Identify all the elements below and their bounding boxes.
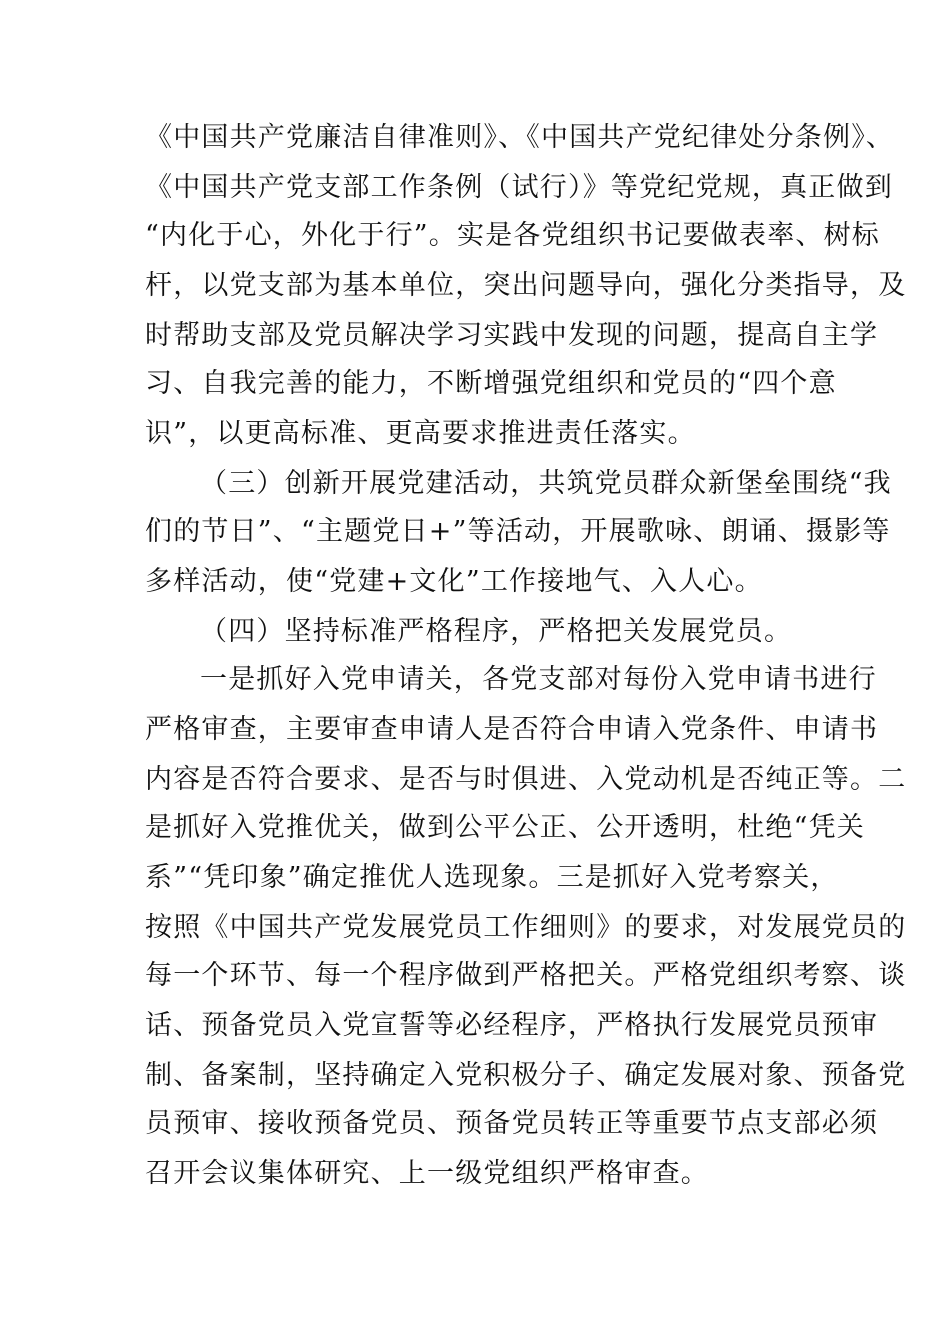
text-line: 多样活动，使“党建+文化”工作接地气、入人心。 bbox=[145, 566, 763, 597]
text-line: 话、预备党员入党宣誓等必经程序，严格执行发展党员预审 bbox=[145, 1010, 879, 1041]
text-line: 每一个环节、每一个程序做到严格把关。严格党组织考察、谈 bbox=[145, 960, 907, 991]
text-line: 内容是否符合要求、是否与时俱进、入党动机是否纯正等。二 bbox=[145, 764, 907, 795]
text-line: 按照《中国共产党发展党员工作细则》的要求，对发展党员的 bbox=[145, 912, 907, 943]
text-line: 严格审查，主要审查申请人是否符合申请入党条件、申请书 bbox=[145, 714, 879, 745]
section-heading-3: （三）创新开展党建活动，共筑党员群众新堡垒围绕“我 bbox=[200, 468, 892, 499]
text-line: 是抓好入党推优关，做到公平公正、公开透明，杜绝“凭关 bbox=[145, 812, 866, 843]
text-line: 制、备案制，坚持确定入党积极分子、确定发展对象、预备党 bbox=[145, 1060, 907, 1091]
text-line: 时帮助支部及党员解决学习实践中发现的问题，提高自主学 bbox=[145, 320, 879, 351]
text-line: 《中国共产党支部工作条例（试行）》等党纪党规，真正做到 bbox=[145, 172, 893, 203]
text-line: 员预审、接收预备党员、预备党员转正等重要节点支部必须 bbox=[145, 1108, 879, 1139]
text-line: 杆，以党支部为基本单位，突出问题导向，强化分类指导，及 bbox=[145, 270, 907, 301]
text-line: 们的节日”、“主题党日+”等活动，开展歌咏、朗诵、摄影等 bbox=[145, 516, 891, 547]
text-line: 习、自我完善的能力，不断增强党组织和党员的“四个意 bbox=[145, 368, 837, 399]
section-heading-4: （四）坚持标准严格程序，严格把关发展党员。 bbox=[200, 616, 793, 647]
text-line: 系”“凭印象”确定推优人选现象。三是抓好入党考察关， bbox=[145, 862, 839, 893]
text-line: 识”，以更高标准、更高要求推进责任落实。 bbox=[145, 418, 696, 449]
text-line: “内化于心，外化于行”。实是各党组织书记要做表率、树标 bbox=[145, 220, 881, 251]
text-line: 召开会议集体研究、上一级党组织严格审查。 bbox=[145, 1158, 709, 1189]
text-line: 《中国共产党廉洁自律准则》、《中国共产党纪律处分条例》、 bbox=[145, 122, 895, 153]
paragraph-start: 一是抓好入党申请关，各党支部对每份入党申请书进行 bbox=[200, 664, 877, 695]
